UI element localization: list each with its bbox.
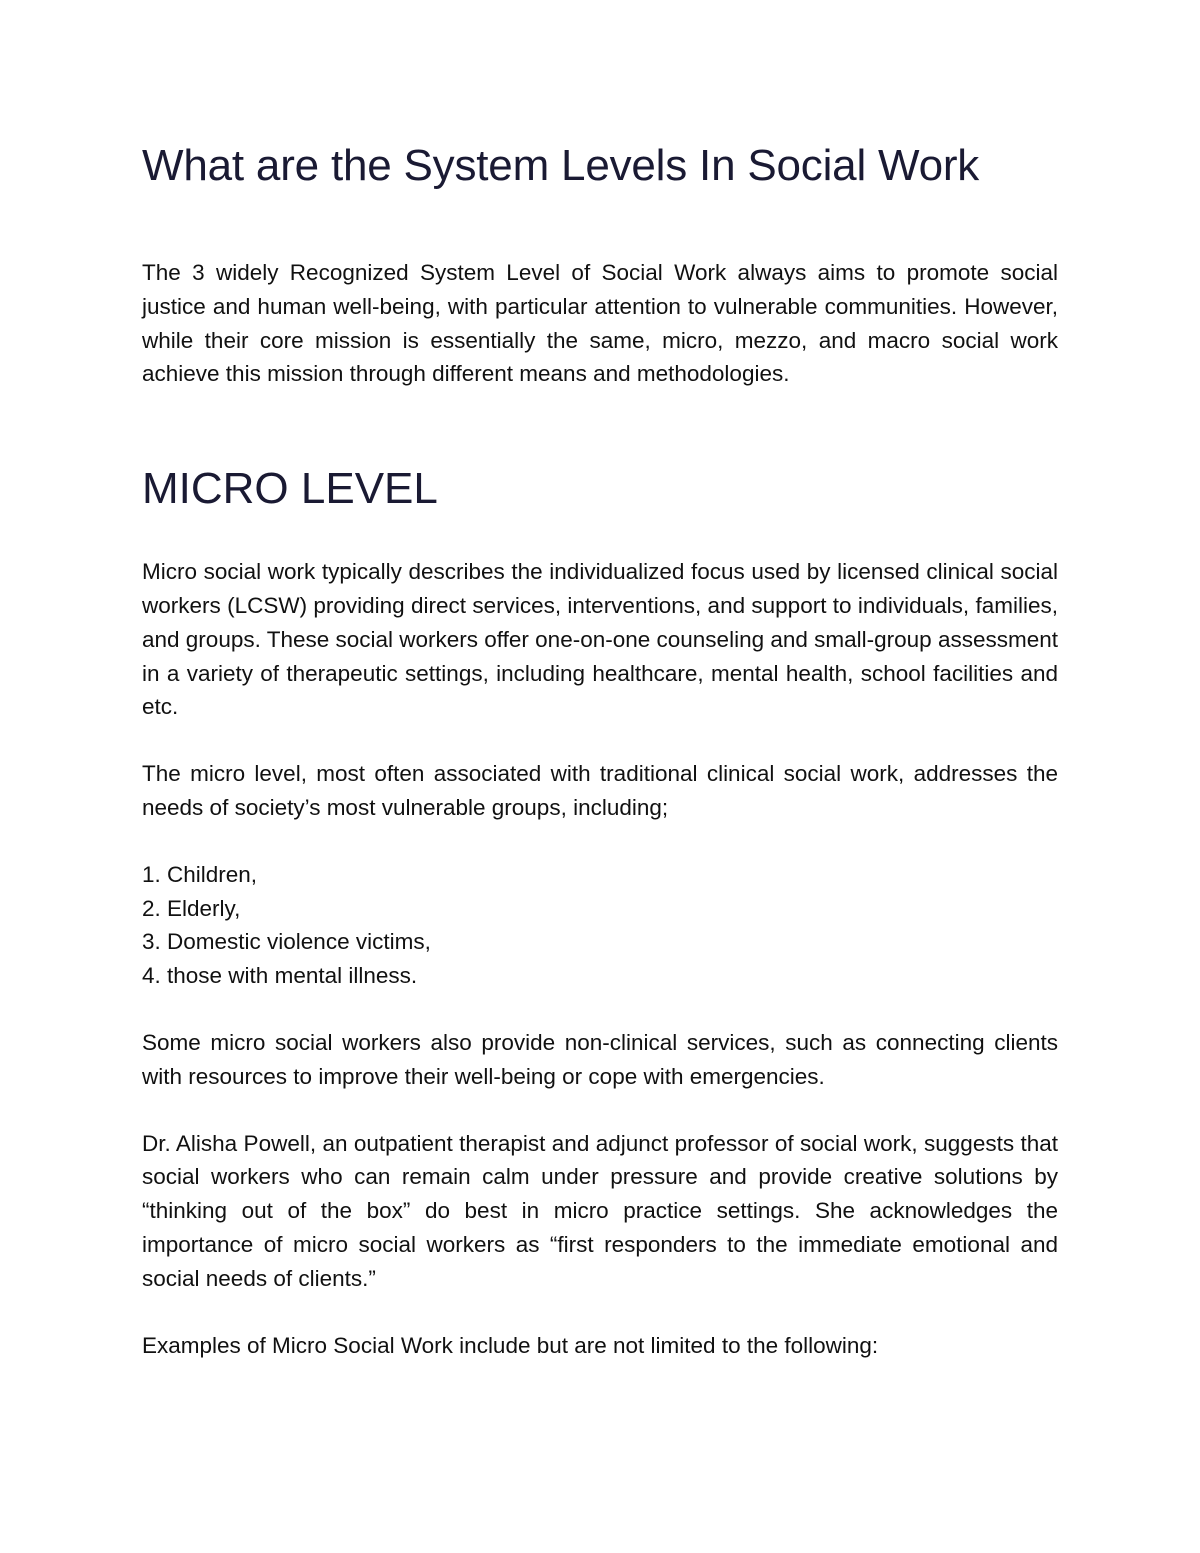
micro-paragraph-4: Dr. Alisha Powell, an outpatient therapist and adjunct professor of social work, suggests that social workers who can remain calm under pressure and provide creative solutions by “thinking out of the box” do best in micro practice settings. She acknowledges the importance of micro social workers as “first responders to the immediate emotional and social needs of clients.”	[142, 1130, 1058, 1291]
micro-paragraph-1: Micro social work typically describes the individualized focus used by licensed clinical social workers (LCSW) providing direct services, interventions, and support to individuals, families, and groups. These social workers offer one-on-one counseling and small-group assessment in a variety of therapeutic settings, including healthcare, mental health, school facilities and etc.	[142, 559, 1058, 720]
intro-paragraph: The 3 widely Recognized System Level of Social Work always aims to promote social justice and human well-being, with particular attention to vulnerable communities. However, while their core mission is essentially the same, micro, mezzo, and macro social work achieve this mission through different means and methodologies.	[142, 260, 1058, 387]
micro-paragraph-2: The micro level, most often associated with traditional clinical social work, addresses the needs of society’s most vulnerable groups, including;	[142, 761, 1058, 820]
list-item: 1. Children,	[142, 861, 258, 887]
micro-level-heading: MICRO LEVEL	[142, 464, 438, 514]
micro-paragraph-3: Some micro social workers also provide non-clinical services, such as connecting clients with resources to improve their well-being or cope with emergencies.	[142, 1029, 1058, 1089]
page-title: What are the System Levels In Social Work	[142, 141, 980, 190]
list-item: 2. Elderly,	[142, 895, 241, 921]
document-body	[142, 138, 1058, 1362]
list-item: 3. Domestic violence victims,	[142, 929, 431, 955]
vulnerable-groups-list	[142, 858, 1058, 993]
list-item: 4. those with mental illness.	[142, 963, 418, 989]
micro-paragraph-5: Examples of Micro Social Work include but are not limited to the following:	[142, 1332, 879, 1358]
